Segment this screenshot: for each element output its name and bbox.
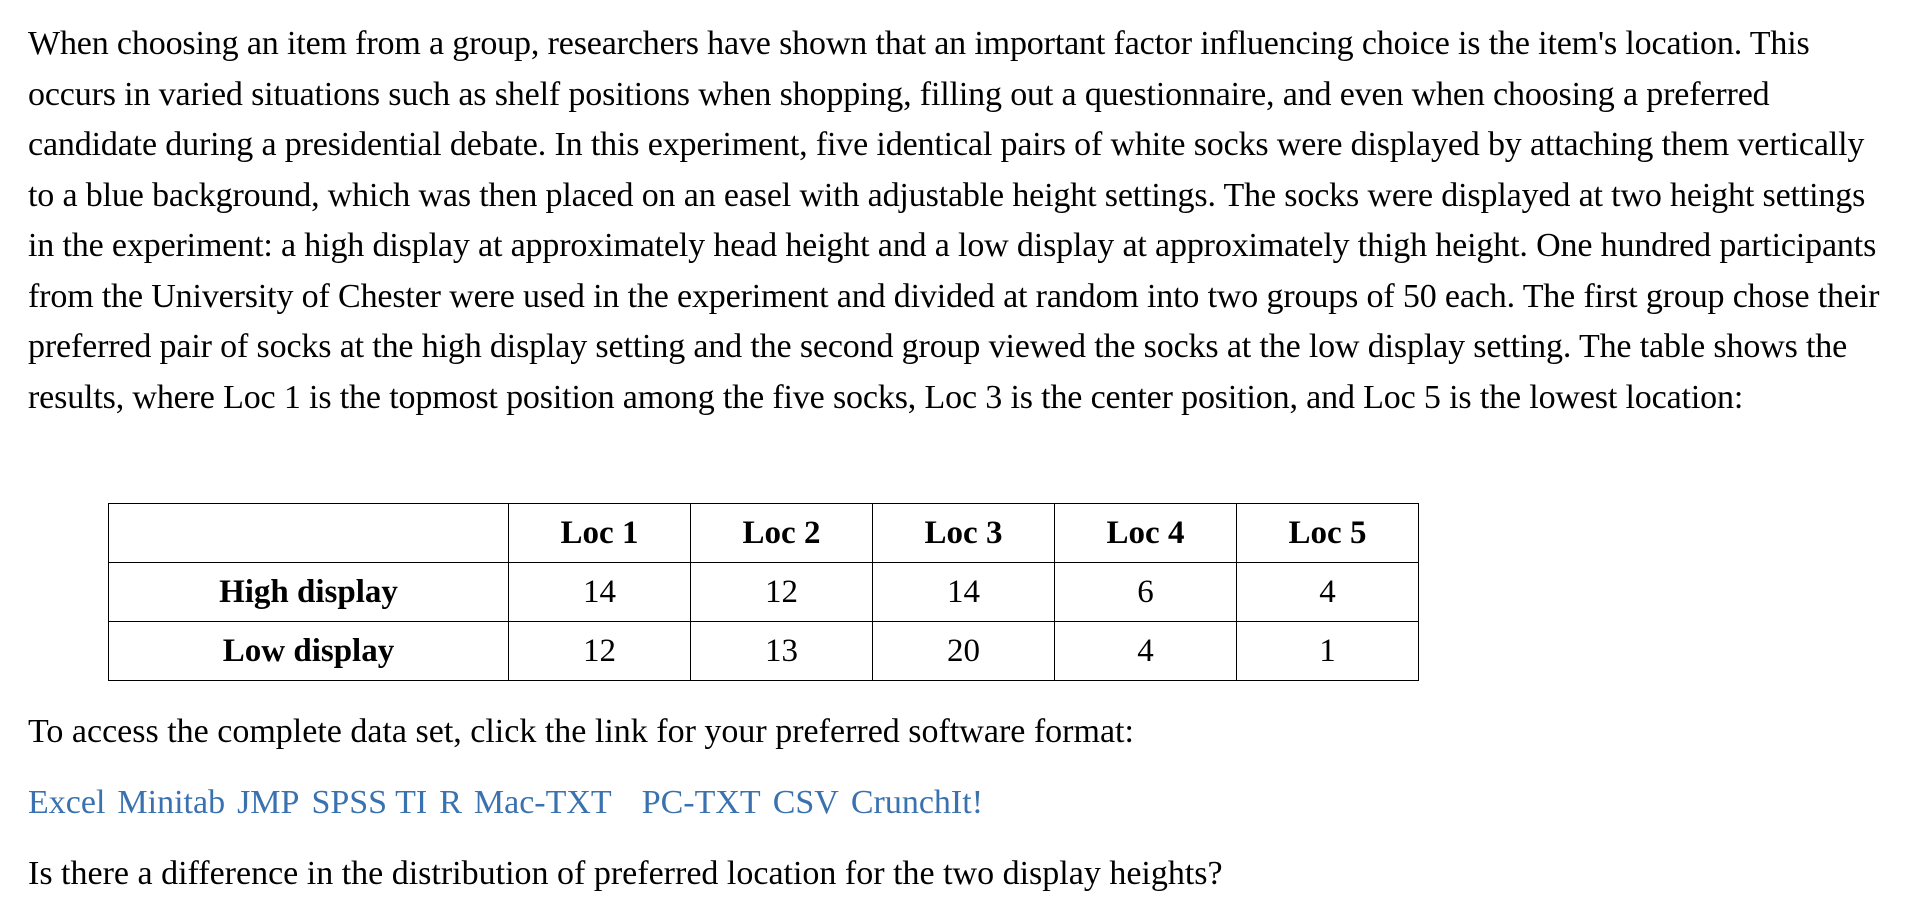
link-jmp[interactable]: JMP <box>237 784 300 821</box>
link-excel[interactable]: Excel <box>28 784 106 821</box>
table-cell: 1 <box>1237 622 1419 681</box>
table-cell: 20 <box>873 622 1055 681</box>
table-cell: 4 <box>1237 563 1419 622</box>
table-header-cell <box>109 504 509 563</box>
table-cell: 12 <box>691 563 873 622</box>
software-links <box>28 778 983 828</box>
row-label: Low display <box>109 622 509 681</box>
link-r[interactable]: R <box>439 784 462 821</box>
access-instructions: To access the complete data set, click the link for your preferred software format: <box>28 713 1134 750</box>
table-header-cell: Loc 3 <box>873 504 1055 563</box>
table-cell: 6 <box>1055 563 1237 622</box>
question-text: Is there a difference in the distribution of preferred location for the two display heights? <box>28 855 1223 892</box>
table-cell: 4 <box>1055 622 1237 681</box>
link-spss[interactable]: SPSS <box>311 784 388 821</box>
table-cell: 12 <box>509 622 691 681</box>
table-header-cell: Loc 1 <box>509 504 691 563</box>
link-mac-txt[interactable]: Mac-TXT <box>473 784 612 821</box>
table-header-row <box>109 504 1419 563</box>
link-csv[interactable]: CSV <box>772 784 839 821</box>
table-header-cell: Loc 2 <box>691 504 873 563</box>
table-cell: 14 <box>509 563 691 622</box>
row-label: High display <box>109 563 509 622</box>
table-row <box>109 622 1419 681</box>
table-row <box>109 563 1419 622</box>
link-crunchit[interactable]: CrunchIt! <box>850 784 984 821</box>
results-table <box>108 503 1419 681</box>
table-cell: 13 <box>691 622 873 681</box>
link-pc-txt[interactable]: PC-TXT <box>641 784 761 821</box>
link-minitab[interactable]: Minitab <box>117 784 226 821</box>
table-header-cell: Loc 5 <box>1237 504 1419 563</box>
intro-paragraph: When choosing an item from a group, researchers have shown that an important factor influencing choice is the item's location. This occurs in varied situations such as shelf positions when shopping, filling out a questionnaire, and even when choosing a preferred candidate during a presidential debate. In this experiment, five identical pairs of white socks were displayed by attaching them vertically to a blue background, which was then placed on an easel with adjustable height settings. The socks were displayed at two height settings in the experiment: a high display at approximately head height and a low display at approximately thigh height. One hundred participants from the University of Chester were used in the experiment and divided at random into two groups of 50 each. The first group chose their preferred pair of socks at the high display setting and the second group viewed the socks at the low display setting. The table shows the results, where Loc 1 is the topmost position among the five socks, Loc 3 is the center position, and Loc 5 is the lowest location: <box>28 25 1880 416</box>
link-ti[interactable]: TI <box>395 784 428 821</box>
table-cell: 14 <box>873 563 1055 622</box>
table-header-cell: Loc 4 <box>1055 504 1237 563</box>
